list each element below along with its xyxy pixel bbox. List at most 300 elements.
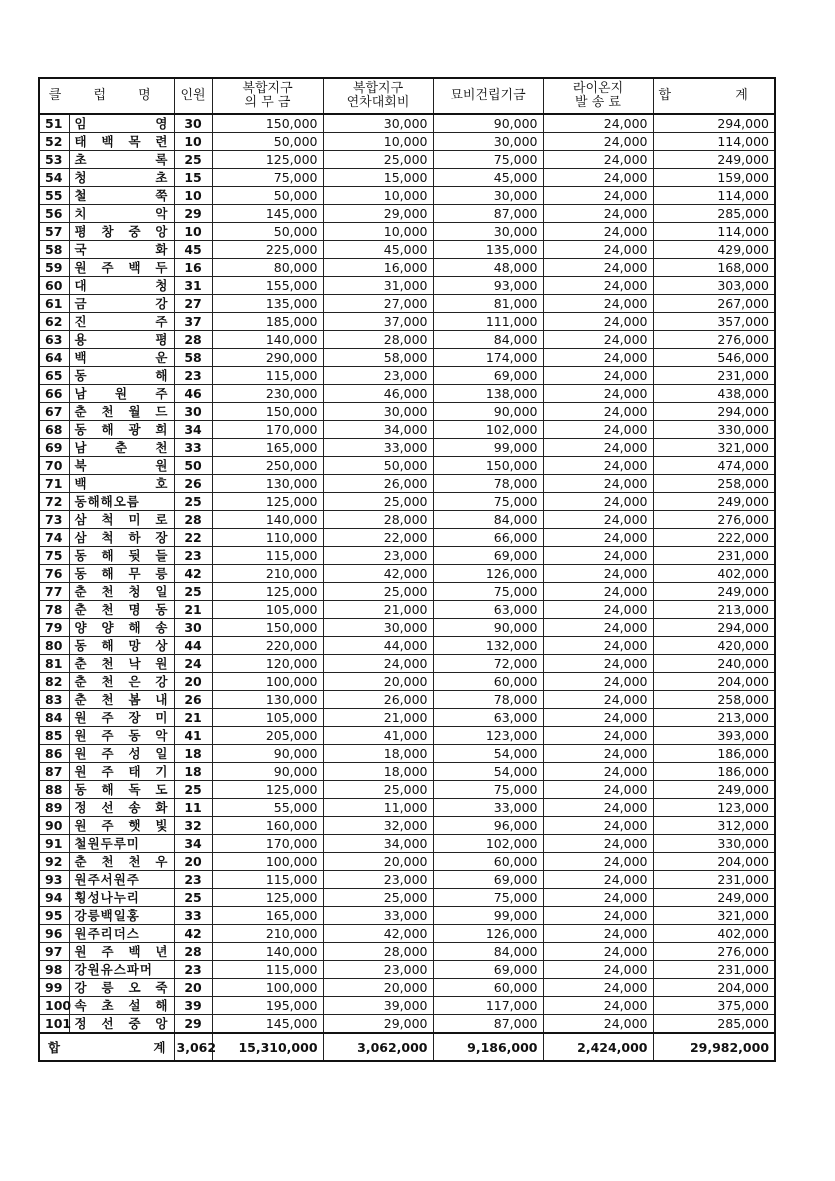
duty-fee: 115,000 [212, 367, 323, 385]
table-row [39, 691, 775, 709]
row-total: 357,000 [653, 313, 775, 331]
table-row [39, 403, 775, 421]
duty-fee: 110,000 [212, 529, 323, 547]
members: 21 [174, 709, 212, 727]
club-name: 동 해 망 상 [69, 637, 174, 655]
convention-fee: 15,000 [323, 169, 433, 187]
duty-fee: 170,000 [212, 835, 323, 853]
row-no: 75 [39, 547, 69, 565]
header-club: 클 럽 명 [39, 78, 174, 114]
row-no: 82 [39, 673, 69, 691]
row-total: 303,000 [653, 277, 775, 295]
table-row [39, 637, 775, 655]
row-total: 213,000 [653, 709, 775, 727]
convention-fee: 33,000 [323, 439, 433, 457]
magazine-fee: 24,000 [543, 781, 653, 799]
convention-fee: 20,000 [323, 853, 433, 871]
club-name: 동 해 뒷 들 [69, 547, 174, 565]
cemetery-fund: 93,000 [433, 277, 543, 295]
row-total: 249,000 [653, 583, 775, 601]
row-total: 546,000 [653, 349, 775, 367]
convention-fee: 33,000 [323, 907, 433, 925]
members: 30 [174, 114, 212, 133]
row-total: 249,000 [653, 889, 775, 907]
totals-members: 3,062 [174, 1033, 212, 1061]
club-name: 원 주 백 두 [69, 259, 174, 277]
magazine-fee: 24,000 [543, 547, 653, 565]
members: 46 [174, 385, 212, 403]
header-magazine: 라이온지 발 송 료 [543, 78, 653, 114]
magazine-fee: 24,000 [543, 619, 653, 637]
convention-fee: 23,000 [323, 547, 433, 565]
table-row [39, 979, 775, 997]
table-row [39, 385, 775, 403]
table-row [39, 205, 775, 223]
duty-fee: 120,000 [212, 655, 323, 673]
club-name: 동 해 독 도 [69, 781, 174, 799]
members: 23 [174, 961, 212, 979]
club-name: 강릉백일홍 [69, 907, 174, 925]
club-name: 횡성나누리 [69, 889, 174, 907]
cemetery-fund: 117,000 [433, 997, 543, 1015]
magazine-fee: 24,000 [543, 979, 653, 997]
convention-fee: 18,000 [323, 745, 433, 763]
convention-fee: 31,000 [323, 277, 433, 295]
cemetery-fund: 69,000 [433, 367, 543, 385]
magazine-fee: 24,000 [543, 925, 653, 943]
cemetery-fund: 60,000 [433, 853, 543, 871]
cemetery-fund: 69,000 [433, 961, 543, 979]
table-row [39, 925, 775, 943]
table-row [39, 745, 775, 763]
cemetery-fund: 99,000 [433, 439, 543, 457]
magazine-fee: 24,000 [543, 601, 653, 619]
row-total: 474,000 [653, 457, 775, 475]
cemetery-fund: 84,000 [433, 331, 543, 349]
members: 32 [174, 817, 212, 835]
members: 28 [174, 511, 212, 529]
convention-fee: 30,000 [323, 114, 433, 133]
magazine-fee: 24,000 [543, 817, 653, 835]
duty-fee: 100,000 [212, 853, 323, 871]
table-row [39, 673, 775, 691]
club-name: 양 양 해 송 [69, 619, 174, 637]
table-row [39, 1015, 775, 1034]
magazine-fee: 24,000 [543, 457, 653, 475]
cemetery-fund: 69,000 [433, 547, 543, 565]
convention-fee: 50,000 [323, 457, 433, 475]
magazine-fee: 24,000 [543, 889, 653, 907]
row-no: 80 [39, 637, 69, 655]
convention-fee: 45,000 [323, 241, 433, 259]
table-row [39, 223, 775, 241]
header-duty: 복합지구 의 무 금 [212, 78, 323, 114]
row-no: 89 [39, 799, 69, 817]
cemetery-fund: 87,000 [433, 205, 543, 223]
convention-fee: 58,000 [323, 349, 433, 367]
cemetery-fund: 123,000 [433, 727, 543, 745]
table-row [39, 871, 775, 889]
convention-fee: 22,000 [323, 529, 433, 547]
convention-fee: 25,000 [323, 889, 433, 907]
table-row [39, 943, 775, 961]
cemetery-fund: 78,000 [433, 475, 543, 493]
club-name: 동 해 무 릉 [69, 565, 174, 583]
members: 26 [174, 475, 212, 493]
club-name: 원주리더스 [69, 925, 174, 943]
duty-fee: 145,000 [212, 1015, 323, 1034]
magazine-fee: 24,000 [543, 331, 653, 349]
row-total: 249,000 [653, 151, 775, 169]
row-total: 285,000 [653, 205, 775, 223]
magazine-fee: 24,000 [543, 421, 653, 439]
convention-fee: 24,000 [323, 655, 433, 673]
table-row [39, 114, 775, 133]
cemetery-fund: 126,000 [433, 925, 543, 943]
club-name: 춘 천 천 우 [69, 853, 174, 871]
members: 42 [174, 565, 212, 583]
row-no: 93 [39, 871, 69, 889]
club-name: 춘 천 청 일 [69, 583, 174, 601]
cemetery-fund: 99,000 [433, 907, 543, 925]
club-name: 동 해 [69, 367, 174, 385]
row-no: 63 [39, 331, 69, 349]
duty-fee: 50,000 [212, 187, 323, 205]
cemetery-fund: 78,000 [433, 691, 543, 709]
club-name: 용 평 [69, 331, 174, 349]
row-no: 54 [39, 169, 69, 187]
duty-fee: 165,000 [212, 907, 323, 925]
members: 10 [174, 223, 212, 241]
magazine-fee: 24,000 [543, 529, 653, 547]
members: 50 [174, 457, 212, 475]
members: 22 [174, 529, 212, 547]
club-name: 남 춘 천 [69, 439, 174, 457]
table-row [39, 133, 775, 151]
members: 21 [174, 601, 212, 619]
convention-fee: 10,000 [323, 223, 433, 241]
cemetery-fund: 75,000 [433, 781, 543, 799]
row-no: 51 [39, 114, 69, 133]
totals-cemetery: 9,186,000 [433, 1033, 543, 1061]
table-body [39, 114, 775, 1033]
row-no: 99 [39, 979, 69, 997]
cemetery-fund: 126,000 [433, 565, 543, 583]
cemetery-fund: 102,000 [433, 835, 543, 853]
club-name: 청 초 [69, 169, 174, 187]
convention-fee: 27,000 [323, 295, 433, 313]
magazine-fee: 24,000 [543, 997, 653, 1015]
convention-fee: 28,000 [323, 331, 433, 349]
row-no: 94 [39, 889, 69, 907]
table-row [39, 493, 775, 511]
members: 34 [174, 421, 212, 439]
convention-fee: 11,000 [323, 799, 433, 817]
cemetery-fund: 63,000 [433, 709, 543, 727]
members: 20 [174, 673, 212, 691]
row-no: 67 [39, 403, 69, 421]
club-name: 원 주 태 기 [69, 763, 174, 781]
convention-fee: 29,000 [323, 205, 433, 223]
table-row [39, 313, 775, 331]
magazine-fee: 24,000 [543, 1015, 653, 1034]
cemetery-fund: 45,000 [433, 169, 543, 187]
magazine-fee: 24,000 [543, 223, 653, 241]
convention-fee: 34,000 [323, 835, 433, 853]
table-row [39, 169, 775, 187]
cemetery-fund: 30,000 [433, 133, 543, 151]
row-total: 276,000 [653, 511, 775, 529]
magazine-fee: 24,000 [543, 511, 653, 529]
convention-fee: 46,000 [323, 385, 433, 403]
row-total: 186,000 [653, 763, 775, 781]
convention-fee: 29,000 [323, 1015, 433, 1034]
row-total: 159,000 [653, 169, 775, 187]
duty-fee: 130,000 [212, 475, 323, 493]
table-row [39, 565, 775, 583]
members: 26 [174, 691, 212, 709]
members: 25 [174, 781, 212, 799]
convention-fee: 23,000 [323, 871, 433, 889]
convention-fee: 25,000 [323, 151, 433, 169]
table-row [39, 727, 775, 745]
cemetery-fund: 72,000 [433, 655, 543, 673]
cemetery-fund: 174,000 [433, 349, 543, 367]
cemetery-fund: 69,000 [433, 871, 543, 889]
club-name: 초 록 [69, 151, 174, 169]
club-name: 정 선 중 앙 [69, 1015, 174, 1034]
row-total: 168,000 [653, 259, 775, 277]
club-name: 춘 천 은 강 [69, 673, 174, 691]
cemetery-fund: 63,000 [433, 601, 543, 619]
magazine-fee: 24,000 [543, 943, 653, 961]
duty-fee: 125,000 [212, 493, 323, 511]
magazine-fee: 24,000 [543, 583, 653, 601]
cemetery-fund: 132,000 [433, 637, 543, 655]
convention-fee: 39,000 [323, 997, 433, 1015]
row-total: 402,000 [653, 565, 775, 583]
members: 44 [174, 637, 212, 655]
magazine-fee: 24,000 [543, 403, 653, 421]
magazine-fee: 24,000 [543, 691, 653, 709]
row-no: 68 [39, 421, 69, 439]
magazine-fee: 24,000 [543, 907, 653, 925]
magazine-fee: 24,000 [543, 709, 653, 727]
row-total: 231,000 [653, 547, 775, 565]
table-row [39, 331, 775, 349]
club-name: 동 해 광 희 [69, 421, 174, 439]
row-no: 66 [39, 385, 69, 403]
convention-fee: 28,000 [323, 511, 433, 529]
cemetery-fund: 90,000 [433, 403, 543, 421]
convention-fee: 16,000 [323, 259, 433, 277]
duty-fee: 115,000 [212, 871, 323, 889]
row-total: 294,000 [653, 619, 775, 637]
row-total: 249,000 [653, 781, 775, 799]
duty-fee: 115,000 [212, 961, 323, 979]
members: 31 [174, 277, 212, 295]
table-row [39, 619, 775, 637]
members: 29 [174, 1015, 212, 1034]
club-name: 국 화 [69, 241, 174, 259]
club-name: 원 주 백 년 [69, 943, 174, 961]
row-total: 267,000 [653, 295, 775, 313]
row-no: 90 [39, 817, 69, 835]
convention-fee: 37,000 [323, 313, 433, 331]
row-total: 258,000 [653, 691, 775, 709]
table-row [39, 781, 775, 799]
club-name: 임 영 [69, 114, 174, 133]
members: 16 [174, 259, 212, 277]
magazine-fee: 24,000 [543, 133, 653, 151]
table-row [39, 835, 775, 853]
magazine-fee: 24,000 [543, 313, 653, 331]
row-no: 84 [39, 709, 69, 727]
duty-fee: 170,000 [212, 421, 323, 439]
cemetery-fund: 54,000 [433, 763, 543, 781]
row-no: 96 [39, 925, 69, 943]
members: 27 [174, 295, 212, 313]
magazine-fee: 24,000 [543, 961, 653, 979]
club-name: 강 릉 오 죽 [69, 979, 174, 997]
cemetery-fund: 84,000 [433, 943, 543, 961]
convention-fee: 44,000 [323, 637, 433, 655]
magazine-fee: 24,000 [543, 655, 653, 673]
duty-fee: 210,000 [212, 565, 323, 583]
table-row [39, 349, 775, 367]
row-no: 60 [39, 277, 69, 295]
row-no: 78 [39, 601, 69, 619]
row-no: 77 [39, 583, 69, 601]
duty-fee: 50,000 [212, 133, 323, 151]
table-row [39, 187, 775, 205]
convention-fee: 25,000 [323, 781, 433, 799]
row-total: 294,000 [653, 403, 775, 421]
row-no: 70 [39, 457, 69, 475]
magazine-fee: 24,000 [543, 259, 653, 277]
members: 25 [174, 151, 212, 169]
row-total: 402,000 [653, 925, 775, 943]
duty-fee: 150,000 [212, 114, 323, 133]
duty-fee: 125,000 [212, 583, 323, 601]
cemetery-fund: 135,000 [433, 241, 543, 259]
cemetery-fund: 84,000 [433, 511, 543, 529]
duty-fee: 205,000 [212, 727, 323, 745]
cemetery-fund: 48,000 [433, 259, 543, 277]
magazine-fee: 24,000 [543, 475, 653, 493]
convention-fee: 10,000 [323, 187, 433, 205]
convention-fee: 18,000 [323, 763, 433, 781]
table-row [39, 439, 775, 457]
members: 24 [174, 655, 212, 673]
duty-fee: 140,000 [212, 943, 323, 961]
duty-fee: 55,000 [212, 799, 323, 817]
members: 10 [174, 187, 212, 205]
row-total: 420,000 [653, 637, 775, 655]
row-total: 321,000 [653, 907, 775, 925]
duty-fee: 290,000 [212, 349, 323, 367]
row-no: 71 [39, 475, 69, 493]
duty-fee: 195,000 [212, 997, 323, 1015]
cemetery-fund: 33,000 [433, 799, 543, 817]
row-total: 204,000 [653, 979, 775, 997]
convention-fee: 21,000 [323, 601, 433, 619]
row-total: 312,000 [653, 817, 775, 835]
members: 23 [174, 871, 212, 889]
members: 20 [174, 979, 212, 997]
club-name: 삼 척 미 로 [69, 511, 174, 529]
duty-fee: 75,000 [212, 169, 323, 187]
table-row [39, 295, 775, 313]
magazine-fee: 24,000 [543, 151, 653, 169]
row-total: 231,000 [653, 871, 775, 889]
magazine-fee: 24,000 [543, 277, 653, 295]
convention-fee: 10,000 [323, 133, 433, 151]
club-name: 삼 척 하 장 [69, 529, 174, 547]
duty-fee: 105,000 [212, 709, 323, 727]
magazine-fee: 24,000 [543, 169, 653, 187]
duty-fee: 90,000 [212, 763, 323, 781]
row-total: 249,000 [653, 493, 775, 511]
duty-fee: 135,000 [212, 295, 323, 313]
row-no: 72 [39, 493, 69, 511]
members: 39 [174, 997, 212, 1015]
row-total: 258,000 [653, 475, 775, 493]
cemetery-fund: 60,000 [433, 979, 543, 997]
duty-fee: 225,000 [212, 241, 323, 259]
row-total: 285,000 [653, 1015, 775, 1034]
row-total: 186,000 [653, 745, 775, 763]
totals-row [39, 1033, 775, 1061]
row-no: 100 [39, 997, 69, 1015]
row-no: 87 [39, 763, 69, 781]
convention-fee: 25,000 [323, 493, 433, 511]
cemetery-fund: 75,000 [433, 889, 543, 907]
duty-fee: 210,000 [212, 925, 323, 943]
convention-fee: 41,000 [323, 727, 433, 745]
magazine-fee: 24,000 [543, 565, 653, 583]
club-name: 정 선 송 화 [69, 799, 174, 817]
magazine-fee: 24,000 [543, 205, 653, 223]
magazine-fee: 24,000 [543, 853, 653, 871]
magazine-fee: 24,000 [543, 385, 653, 403]
totals-label: 합 계 [39, 1033, 174, 1061]
row-no: 88 [39, 781, 69, 799]
club-name: 평 창 중 앙 [69, 223, 174, 241]
table-row [39, 655, 775, 673]
magazine-fee: 24,000 [543, 673, 653, 691]
table-row [39, 601, 775, 619]
duty-fee: 155,000 [212, 277, 323, 295]
table-row [39, 259, 775, 277]
duty-fee: 105,000 [212, 601, 323, 619]
row-no: 61 [39, 295, 69, 313]
table-row [39, 277, 775, 295]
table-row [39, 763, 775, 781]
convention-fee: 30,000 [323, 403, 433, 421]
club-name: 원 주 햇 빛 [69, 817, 174, 835]
magazine-fee: 24,000 [543, 295, 653, 313]
row-total: 222,000 [653, 529, 775, 547]
members: 28 [174, 943, 212, 961]
duty-fee: 125,000 [212, 889, 323, 907]
magazine-fee: 24,000 [543, 637, 653, 655]
row-total: 429,000 [653, 241, 775, 259]
row-no: 81 [39, 655, 69, 673]
table-row [39, 583, 775, 601]
magazine-fee: 24,000 [543, 114, 653, 133]
row-total: 204,000 [653, 853, 775, 871]
